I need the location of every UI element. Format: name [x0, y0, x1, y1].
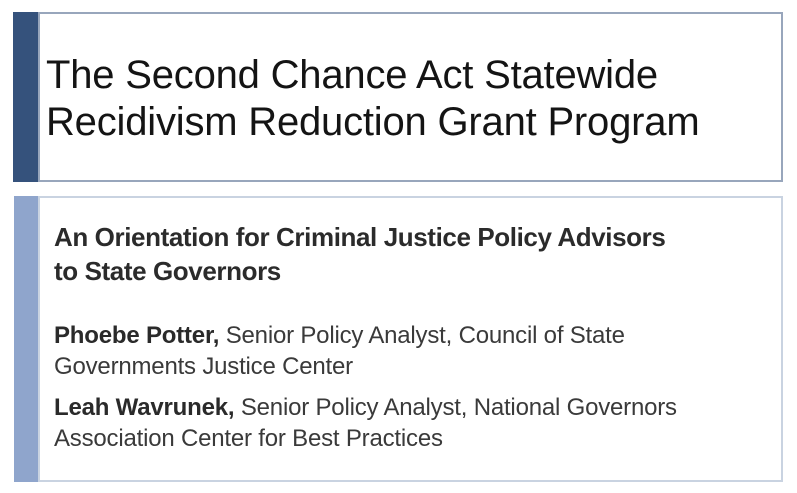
title-box: [38, 12, 783, 182]
presenter-name: Phoebe Potter,: [54, 322, 220, 349]
slide-subtitle-line-1: An Orientation for Criminal Justice Policy Advisors: [54, 222, 666, 252]
presenter-line: [54, 392, 773, 423]
presenter-name: Leah Wavrunek,: [54, 394, 235, 421]
slide-subtitle: [54, 220, 773, 288]
presenter-line: [54, 320, 773, 351]
slide-title-line-2: Recidivism Reduction Grant Program: [46, 100, 700, 144]
slide-subtitle-line-2: to State Governors: [54, 256, 281, 286]
title-section: [13, 12, 783, 182]
presenter-role: Senior Policy Analyst, National Governors: [234, 394, 677, 421]
presenter-entry: [54, 320, 773, 382]
slide-title-line-1: The Second Chance Act Statewide: [46, 53, 658, 97]
title-accent-bar: [13, 12, 38, 182]
presenter-org: Association Center for Best Practices: [54, 425, 443, 452]
subtitle-section: [14, 196, 783, 482]
subtitle-accent-bar: [14, 196, 38, 482]
presenter-role: Senior Policy Analyst, Council of State: [219, 322, 625, 349]
presenter-entry: [54, 392, 773, 454]
slide-title: [46, 52, 773, 146]
presenter-org: Governments Justice Center: [54, 353, 353, 380]
subtitle-box: [38, 196, 783, 482]
